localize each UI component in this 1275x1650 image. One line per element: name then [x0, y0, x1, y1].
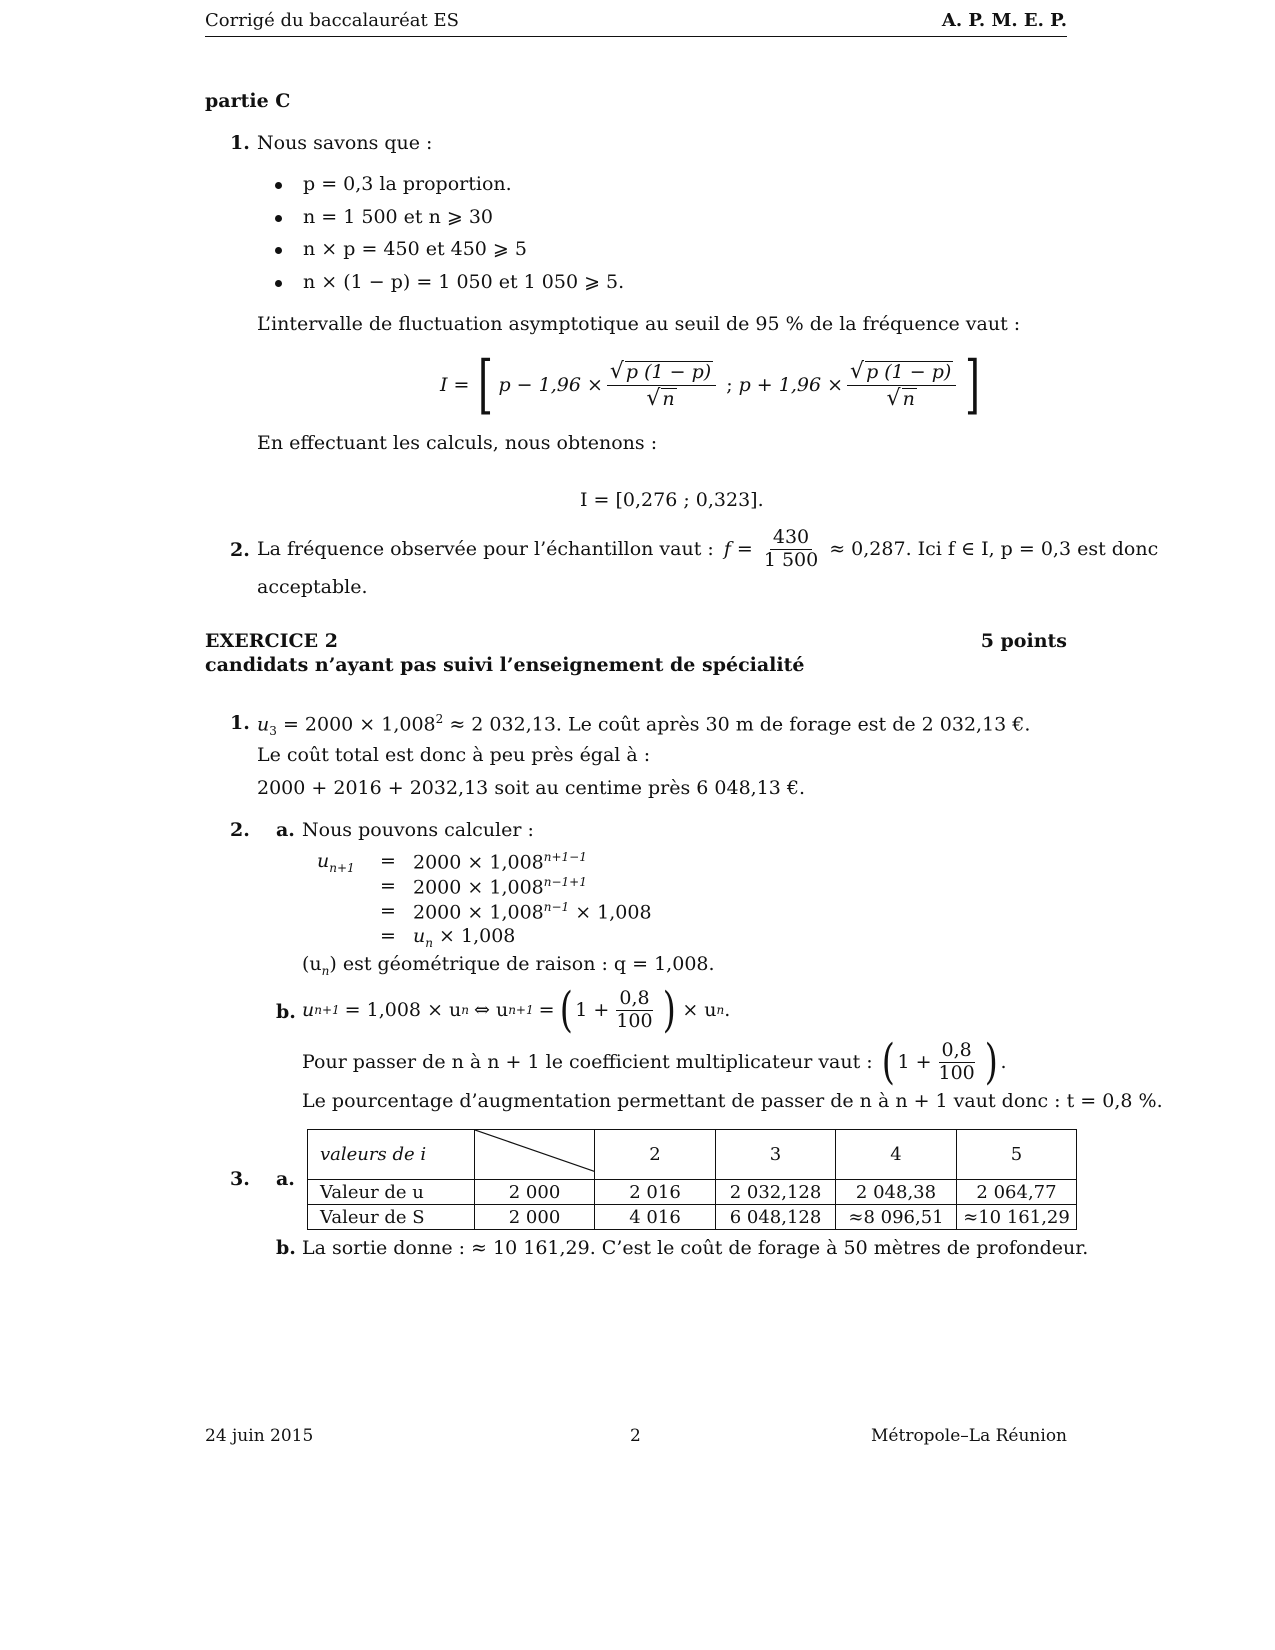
formula-fraction: $\frac{√ p (1 - p)}{√ n}$	[607, 359, 716, 411]
derivation-rhs: $2000 \times 1,008^{n-1+1}$	[413, 875, 587, 899]
footer-right: Métropole–La Réunion	[871, 1426, 1067, 1446]
formula-left-term: p − 1,96 ×	[498, 374, 603, 396]
derivation-rhs: $2000 \times 1,008^{n-1} \times 1,008$	[413, 900, 652, 924]
text: La fréquence observée pour l’échantillon vaut :	[257, 538, 714, 560]
formula-lhs: I =	[440, 374, 470, 396]
radicand: n	[662, 387, 675, 410]
bullet-dot	[275, 280, 282, 287]
footer-date: 24 juin 2015	[205, 1426, 314, 1446]
table-cell: 2 016	[595, 1180, 716, 1205]
bullet-dot	[275, 247, 282, 254]
question-number: 1.	[230, 712, 250, 734]
exercise-title: EXERCICE 2	[205, 630, 338, 652]
radicand: p (1 − p)	[625, 361, 712, 384]
paragraph: Le pourcentage d’augmentation permettant de passer de n à n + 1 vaut donc : t = 0,8 %.	[302, 1090, 1163, 1112]
bullet-item: n × p = 450 et 450 ⩾ 5	[303, 238, 527, 260]
bullet-dot	[275, 182, 282, 189]
paragraph: Nous pouvons calculer :	[302, 819, 534, 841]
formula-separator: ;	[726, 374, 733, 396]
question-number: 3.	[230, 1168, 250, 1190]
table-row	[308, 1205, 1077, 1230]
table-cell: 2 000	[475, 1205, 595, 1230]
table-cell: ≈10 161,29	[957, 1205, 1077, 1230]
text: ≈ 0,287. Ici f ∈ I, p = 0,3 est donc	[829, 538, 1159, 560]
paragraph: Le coût total est donc à peu près égal à :	[257, 744, 651, 766]
subquestion-label: b.	[276, 1001, 296, 1023]
denominator: 1 500	[763, 548, 819, 571]
table-cell: ≈8 096,51	[836, 1205, 957, 1230]
bullet-item: n = 1 500 et n ⩾ 30	[303, 206, 493, 228]
table-header-cell: 3	[716, 1130, 836, 1180]
question-number: 2.	[230, 819, 250, 841]
question-text: Nous savons que :	[257, 132, 433, 154]
values-table	[307, 1129, 1077, 1230]
exercise-points: 5 points	[980, 630, 1067, 652]
table-header-cell: 5	[957, 1130, 1077, 1180]
table-cell: 2 064,77	[957, 1180, 1077, 1205]
bullet-item: n × (1 − p) = 1 050 et 1 050 ⩾ 5.	[303, 271, 625, 293]
header-left: Corrigé du baccalauréat ES	[205, 10, 459, 31]
bullet-item: p = 0,3 la proportion.	[303, 173, 512, 195]
header-rule	[205, 36, 1067, 37]
paragraph: La sortie donne : ≈ 10 161,29. C’est le coût de forage à 50 mètres de profondeur.	[302, 1237, 1089, 1259]
diagonal-line	[475, 1130, 594, 1180]
radicand: p (1 − p)	[866, 361, 952, 384]
section-title-partie-c: partie C	[205, 90, 291, 112]
radicand: n	[902, 387, 915, 410]
formula-right-term: p + 1,96 ×	[738, 374, 844, 396]
coefficient-line: Pour passer de n à n + 1 le coefficient multiplicateur vaut : ( 1 + $\frac{0,8}{100}$ ) .	[302, 1034, 1007, 1090]
question-number: 2.	[230, 539, 250, 561]
table-cell: 2 032,128	[716, 1180, 836, 1205]
table-header-label: valeurs de i	[308, 1130, 475, 1180]
table-cell: 4 016	[595, 1205, 716, 1230]
frequency-line	[257, 524, 1158, 574]
subquestion-label: a.	[276, 819, 295, 841]
table-row	[308, 1180, 1077, 1205]
conclusion: $(u_n)$ est géométrique de raison : q = 1,008.	[302, 953, 715, 978]
question-text: $u_3 = 2000 \times 1,008^2 \approx 2$ 032,13. Le coût après 30 m de forage est de 2 032,13 €.	[257, 712, 1031, 739]
table-cell: 2 000	[475, 1180, 595, 1205]
derivation-rhs: $u_n \times 1,008$	[413, 925, 516, 950]
subquestion-label: b.	[276, 1237, 296, 1259]
derivation-eq: =	[380, 875, 396, 897]
page-number: 2	[630, 1426, 641, 1446]
table-header-cell: 2	[595, 1130, 716, 1180]
row-label: Valeur de u	[308, 1180, 475, 1205]
derivation-rhs: $2000 \times 1,008^{n+1-1}$	[413, 850, 587, 874]
derivation-eq: =	[380, 925, 396, 947]
row-label: Valeur de S	[308, 1205, 475, 1230]
text: acceptable.	[257, 576, 368, 598]
interval-formula	[440, 350, 985, 420]
formula-fraction: $\frac{√ p (1 - p)}{√ n}$	[847, 359, 956, 411]
recurrence-equation: u n+1 = 1,008 × u n ⇔ u n+1 = ( 1 + $\frac{0,8}{100}$ ) × u n .	[302, 982, 731, 1038]
derivation-lhs: $u_{n+1}$	[317, 850, 355, 875]
derivation-eq: =	[380, 850, 396, 872]
table-cell: 2 048,38	[836, 1180, 957, 1205]
paragraph: 2000 + 2016 + 2032,13 soit au centime près 6 048,13 €.	[257, 777, 806, 799]
table-diagonal-cell	[475, 1130, 595, 1180]
table-cell: 6 048,128	[716, 1205, 836, 1230]
subquestion-label: a.	[276, 1168, 295, 1190]
left-bracket: [	[478, 348, 494, 422]
header-right: A. P. M. E. P.	[941, 10, 1067, 31]
paragraph: En effectuant les calculs, nous obtenons :	[257, 432, 658, 454]
exercise-subtitle: candidats n’ayant pas suivi l’enseignement de spécialité	[205, 654, 805, 676]
derivation-eq: =	[380, 900, 396, 922]
f-label: f =	[723, 538, 753, 560]
bullet-dot	[275, 215, 282, 222]
paragraph: L’intervalle de fluctuation asymptotique au seuil de 95 % de la fréquence vaut :	[257, 313, 1021, 335]
numerator: 430	[770, 527, 812, 550]
right-bracket: ]	[965, 348, 981, 422]
result-interval: I = [0,276 ; 0,323].	[580, 489, 764, 511]
question-number: 1.	[230, 132, 250, 154]
frequency-fraction	[761, 527, 821, 572]
table-header-row	[308, 1130, 1077, 1180]
table-header-cell: 4	[836, 1130, 957, 1180]
